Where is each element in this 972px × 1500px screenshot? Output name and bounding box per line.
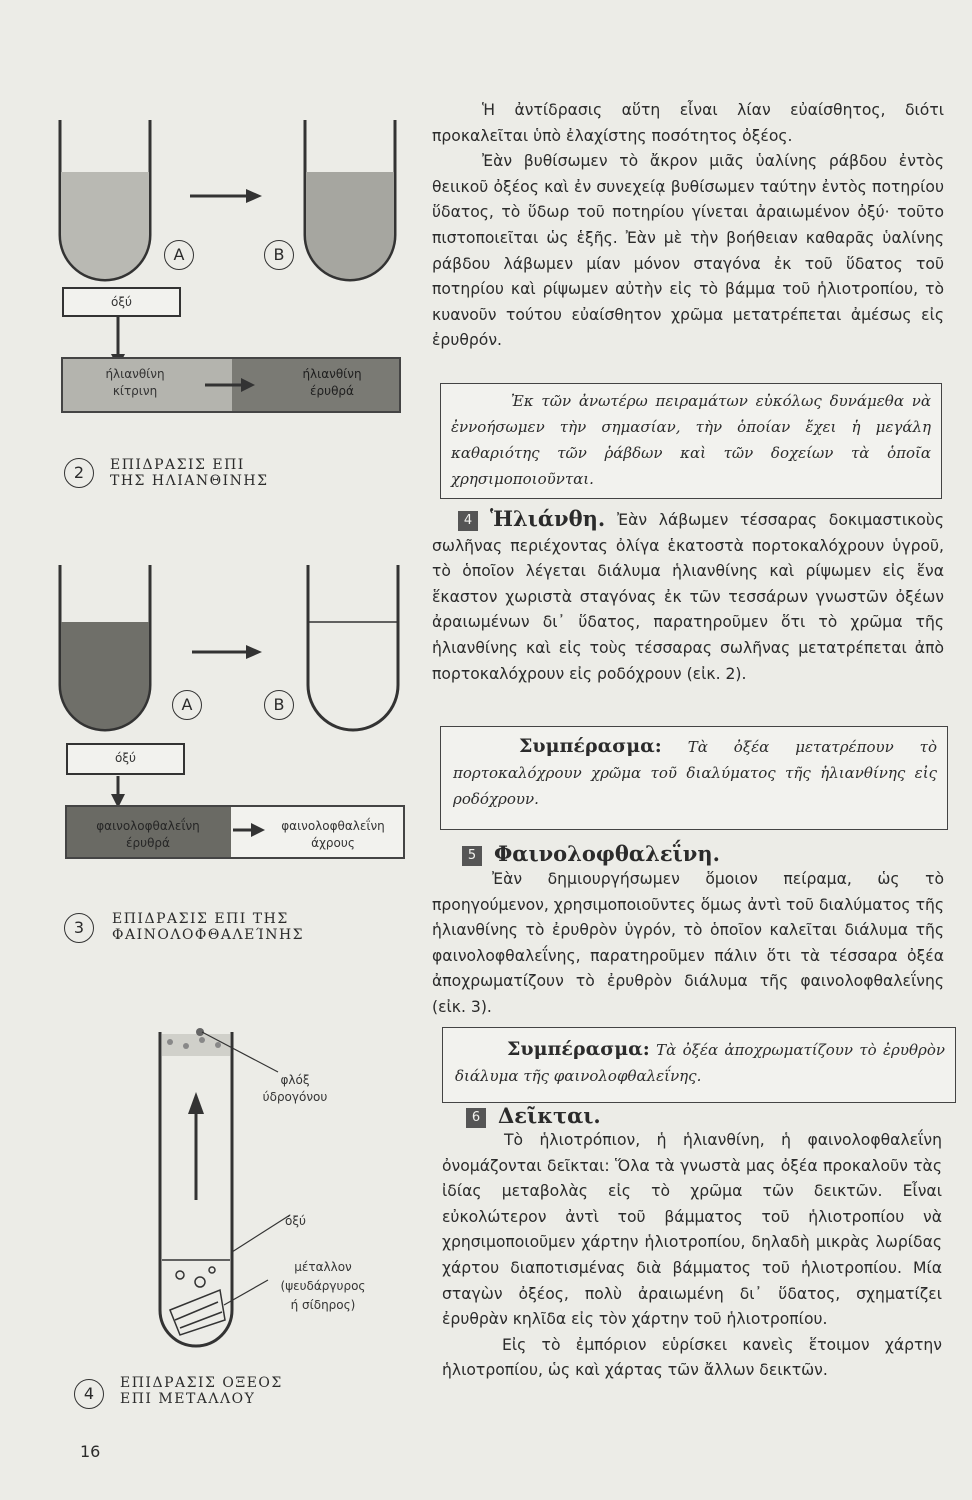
acid-box	[66, 743, 185, 775]
conclusion-text: Τὰ ὀξέα μετατρέπουν τὸ πορτοκαλόχρουν χρῶμα τοῦ διαλύματος τῆς ἡλιανθίνης εἰς ροδόχρουν.	[453, 738, 937, 808]
tube-b-label: B	[264, 240, 294, 270]
section-5-text	[432, 867, 944, 1021]
conclusion-text: Τὰ ὀξέα ἀποχρωματίζουν τὸ ἐρυθρὸν διάλυμα τῆς φαινολοφθαλεΐνης.	[455, 1041, 945, 1085]
paragraph: Ἐὰν δημιουργήσωμεν ὅμοιον πείραμα, ὡς τὸ προηγούμενον, χρησιμοποιοῦντες ὅμως ἀντὶ τοῦ διαλύματος τῆς ἡλιανθίνης τὸ ἐρυθρὸν ὑγρόν, τὸ ὁποῖον καλεῖται διάλυμα τῆς φαινολοφθαλεΐνης, παρατηροῦμεν πάλιν ὅτι τὰ τέσσαρα ὀξέα ἀποχρωματίζουν τὸ ἐρυθρὸν διάλυμα τῆς φαινολοφθαλεΐνης (εἰκ. 3).	[432, 870, 944, 1016]
tube-a-label: A	[164, 240, 194, 270]
figure-2-caption: ΕΠΙΔΡΑΣΙΣ ΕΠΙ ΤΗΣ ΗΛΙΑΝΘΙΝΗΣ	[110, 457, 269, 489]
acid-label: όξύ	[115, 751, 136, 765]
section-6-heading	[466, 1103, 601, 1128]
strip-right-label: φαινολοφθαλεΐνη άχρους	[281, 819, 385, 850]
conclusion-label: Συμπέρασμα:	[519, 735, 662, 757]
section-number: 6	[466, 1108, 486, 1128]
conclusion-label: Συμπέρασμα:	[507, 1038, 650, 1060]
intro-text	[432, 98, 944, 354]
figure-2-number: 2	[64, 458, 94, 488]
figure-3-number: 3	[64, 913, 94, 943]
tube-b-label: B	[264, 690, 294, 720]
remark-box	[440, 383, 942, 499]
figure-4-caption: ΕΠΙΔΡΑΣΙΣ ΟΞΕΟΣ ΕΠΙ ΜΕΤΑΛΛΟΥ	[120, 1375, 283, 1407]
section-4-text	[432, 508, 944, 687]
paragraph: Τὸ ἡλιοτρόπιον, ἡ ἡλιανθίνη, ἡ φαινολοφθαλεΐνη ὀνομάζονται δεῖκται: Ὅλα τὰ γνωστὰ μας ὀξέα προκαλοῦν τὰς ἰδίας μεταβολὰς εἰς τὸ χρῶμα τῶν δεικτῶν. Εἶναι εὐκολώτερον ἀντὶ τοῦ βάμματος τοῦ ἡλιοτροπίου νὰ χρησιμοποιοῦμεν χάρτην ἡλιοτροπίου, δηλαδὴ μικρὰς λωρίδας χάρτου διαποτισμένας διὰ βάμματος τοῦ ἡλιοτροπίου. Μία σταγὼν ὀξέος, πολὺ ἀραιωμένη δι᾽ ὕδατος, σχηματίζει ἐρυθρὰν κηλῖδα εἰς τὸν χάρτην τοῦ ἡλιοτροπίου.	[442, 1131, 942, 1329]
section-title: Φαινολοφθαλεΐνη.	[494, 841, 720, 866]
section-number: 4	[458, 511, 478, 531]
paragraph: Εἰς τὸ ἐμπόριον εὑρίσκει κανεὶς ἕτοιμον χάρτην ἡλιοτροπίου, ὡς καὶ χάρτας τῶν ἄλλων δεικτῶν.	[442, 1335, 942, 1380]
conclusion-box	[442, 1027, 956, 1103]
paragraph: Ἐὰν βυθίσωμεν τὸ ἄκρον μιᾶς ὑαλίνης ράβδου ἐντὸς θειικοῦ ὀξέος καὶ ἐν συνεχείᾳ βυθίσωμεν ταύτην ἐντὸς ποτηρίου ὕδατος, τὸ ὕδωρ τοῦ ποτηρίου γίνεται ἀραιωμένον ὀξύ· τοῦτο πιστοποιεῖται ὡς ἑξῆς. Ἐὰν μὲ τὴν βοήθειαν καθαρᾶς ὑαλίνης ράβδου λάβωμεν μίαν μόνον σταγόνα ἐκ τοῦ ὕδατος τοῦ ποτηρίου καὶ ρίψωμεν αὐτὴν εἰς τὸ βάμμα τοῦ ἡλιοτροπίου, τὸ κυανοῦν τούτου εὐαίσθητον χρῶμα μετατρέπεται ἀμέσως εἰς ἐρυθρόν.	[432, 152, 944, 350]
section-number: 5	[462, 846, 482, 866]
strip-left-label: ήλιανθίνη κίτρινη	[105, 367, 165, 398]
strip-right-label: ήλιανθίνη έρυθρά	[302, 367, 362, 398]
paragraph: Ἐὰν λάβωμεν τέσσαρας δοκιμαστικοὺς σωλῆνας περιέχοντας ὀλίγα ἑκατοστὰ πορτοκαλόχρουν ὑγροῦ, τὸ ὁποῖον λέγεται διάλυμα ἡλιανθίνης καὶ ρίψωμεν εἰς ἕνα ἕκαστον χωριστὰ σταγόνας ἐκ τῶν τεσσάρων γνωστῶν ὀξέων ἀραιωμένων δι᾽ ὕδατος, παρατηροῦμεν ὅτι τὸ χρῶμα τῆς ἡλιανθίνης καὶ εἰς τοὺς τέσσαρας σωλῆνας μετατρέπεται ἀπὸ πορτοκαλόχρουν εἰς ροδόχρουν (εἰκ. 2).	[432, 511, 944, 683]
section-5-heading	[462, 841, 720, 866]
figure-3-caption: ΕΠΙΔΡΑΣΙΣ ΕΠΙ ΤΗΣ ΦΑΙΝΟΛΟΦΘΑΛΕΊΝΗΣ	[112, 911, 305, 943]
section-6-text	[442, 1128, 942, 1384]
acid-label: όξύ	[111, 295, 132, 309]
figure-4-number: 4	[74, 1379, 104, 1409]
acid-box	[62, 287, 181, 317]
metal-label: μέταλλον (ψευδάργυρος ή σίδηρος)	[280, 1260, 366, 1312]
section-title: Ἡλιάνθη.	[490, 506, 606, 531]
paragraph: Ἡ ἀντίδρασις αὕτη εἶναι λίαν εὐαίσθητος, διότι προκαλεῖται ὑπὸ ἐλαχίστης ποσότητος ὀξέος.	[432, 101, 944, 145]
remark-text: Ἐκ τῶν ἀνωτέρω πειραμάτων εὐκόλως δυνάμεθα νὰ ἐννοήσωμεν τὴν σημασίαν, τὴν ὁποίαν ἔχει ἡ μεγάλη καθαριότης τῶν ῥάβδων καὶ τῶν δοχείων τὰ ὁποῖα χρησιμοποιοῦνται.	[451, 392, 931, 488]
acid-label: όξύ	[285, 1214, 306, 1228]
strip-left-label: φαινολοφθαλεΐνη έρυθρά	[96, 819, 200, 850]
conclusion-box	[440, 726, 948, 830]
page-number: 16	[80, 1442, 101, 1461]
tube-a-label: A	[172, 690, 202, 720]
section-title: Δεῖκται.	[498, 1103, 601, 1128]
flame-label: φλόξ ύδρογόνου	[262, 1073, 328, 1104]
